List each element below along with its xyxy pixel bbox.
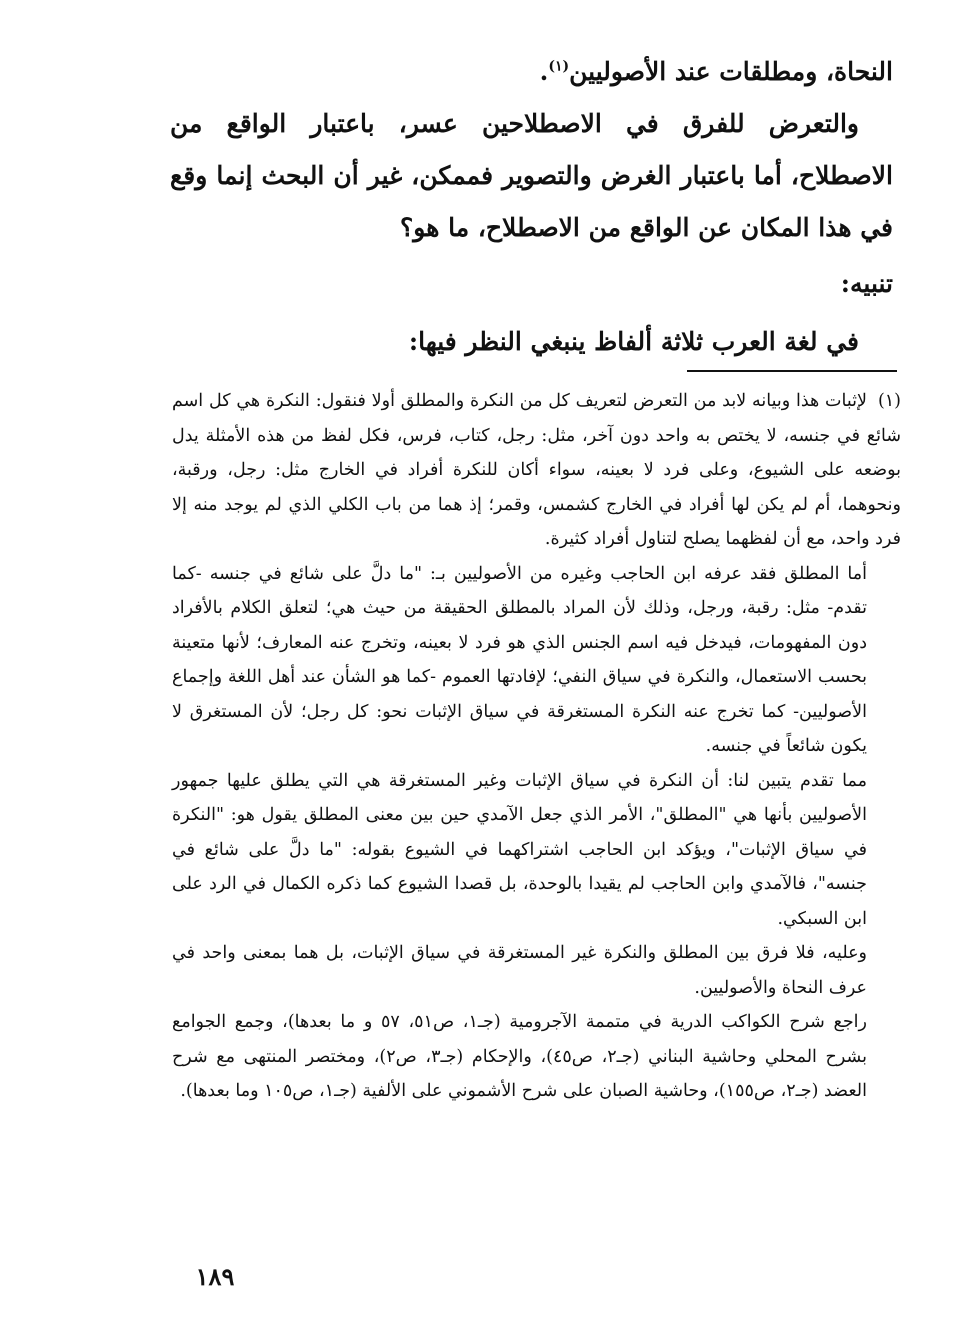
continuation-text: النحاة، ومطلقات عند الأصوليين bbox=[569, 57, 893, 86]
footnote-paragraph-conclusion: مما تقدم يتبين لنا: أن النكرة في سياق الإثبات وغير المستغرقة هي التي يطلق عليها جمهور الأصوليين بأنها هي "المطلق"، الأمر الذي جعل الآمدي حين بين معنى المطلق يقول هو: "النكرة في سياق الإثبات"، ويؤكد ابن الحاجب اشتراكهما في الشيوع بقوله: "ما دلَّ على شائع في جنسه"، فالآمدي وابن الحاجب لم يقيدا بالوحدة، بل قصدا الشيوع كما ذكره الكمال في الرد على ابن السبكي. bbox=[172, 770, 867, 929]
footnote-paragraph-text: لإثبات هذا وبيانه لابد من التعرض لتعريف كل من النكرة والمطلق أولا فنقول: النكرة هي كل اسم شائع في جنسه، لا يختص به واحد دون آخر، مثل: رجل، كتاب، فرس، فكل لفظ من هذه الأمثلة يدل بوضعه على الشيوع، وعلى فرد لا بعينه، سواء أكان للنكرة أفراد في الخارج مثل: رجل، ورقبة، ونحوهما، أم لم يكن لها أفراد في الخارج كشمس، وقمر؛ إذ هما من باب الكلي الذي لم يوجد منه إلا فرد واحد، مع أن لفظهما يصلح لتناول أفراد كثيرة. bbox=[172, 391, 901, 549]
main-text bbox=[170, 46, 893, 368]
page-number: ١٨٩ bbox=[195, 1262, 235, 1291]
paragraph-terminology: والتعرض للفرق في الاصطلاحين عسر، باعتبار الواقع من الاصطلاح، أما باعتبار الغرض والتصوير فممكن، غير أن البحث إنما وقع في هذا المكان عن الواقع من الاصطلاح، ما هو؟ bbox=[170, 109, 893, 242]
footnote-reference[interactable]: (١) bbox=[548, 58, 570, 75]
continuation-end: . bbox=[539, 57, 549, 86]
footnote-separator bbox=[687, 370, 897, 372]
footnote-marker: (١) bbox=[877, 391, 901, 411]
footnote-paragraph-definitions bbox=[172, 384, 901, 557]
continuation-line bbox=[170, 46, 893, 98]
footnotes bbox=[172, 384, 901, 1109]
footnote-paragraph-references: راجع شرح الكواكب الدرية في متممة الآجرومية (جـ١، ص٥١، ٥٧ و ما بعدها)، وجمع الجوامع بشرح المحلي وحاشية البناني (جـ٢، ص٤٥)، والإحكام (جـ٣، ص٢)، ومختصر المنتهى مع شرح العضد (جـ٢، ص١٥٥)، وحاشية الصبان على شرح الأشموني على الألفية (جـ١، ص١٠٥ وما بعدها). bbox=[172, 1012, 867, 1101]
paragraph-intro: في لغة العرب ثلاثة ألفاظ ينبغي النظر فيها: bbox=[408, 327, 859, 356]
footnote-paragraph-mutlaq: أما المطلق فقد عرفه ابن الحاجب وغيره من الأصوليين بـ: "ما دلَّ على شائع في جنسه -كما تقدم- مثل: رقبة، ورجل، وذلك لأن المراد بالمطلق الحقيقة من حيث هي؛ لتعلق الكلام بالأفراد دون المفهومات، فيدخل فيه اسم الجنس الذي هو فرد لا بعينه، وتخرج عنه المعارف؛ لأنها متعينة بحسب الاستعمال، والنكرة في سياق النفي؛ لإفادتها العموم -كما هو الشأن عند أهل اللغة وإجماع الأصوليين- كما تخرج عنه النكرة المستغرقة في سياق الإثبات نحو: كل رجل؛ لأن المستغرق لا يكون شائعاً في جنسه. bbox=[172, 563, 867, 756]
footnote-paragraph-summary: وعليه، فلا فرق بين المطلق والنكرة غير المستغرقة في سياق الإثبات، بل هما بمعنى واحد في عرف النحاة والأصوليين. bbox=[172, 943, 867, 998]
section-heading: تنبيه: bbox=[840, 269, 893, 298]
